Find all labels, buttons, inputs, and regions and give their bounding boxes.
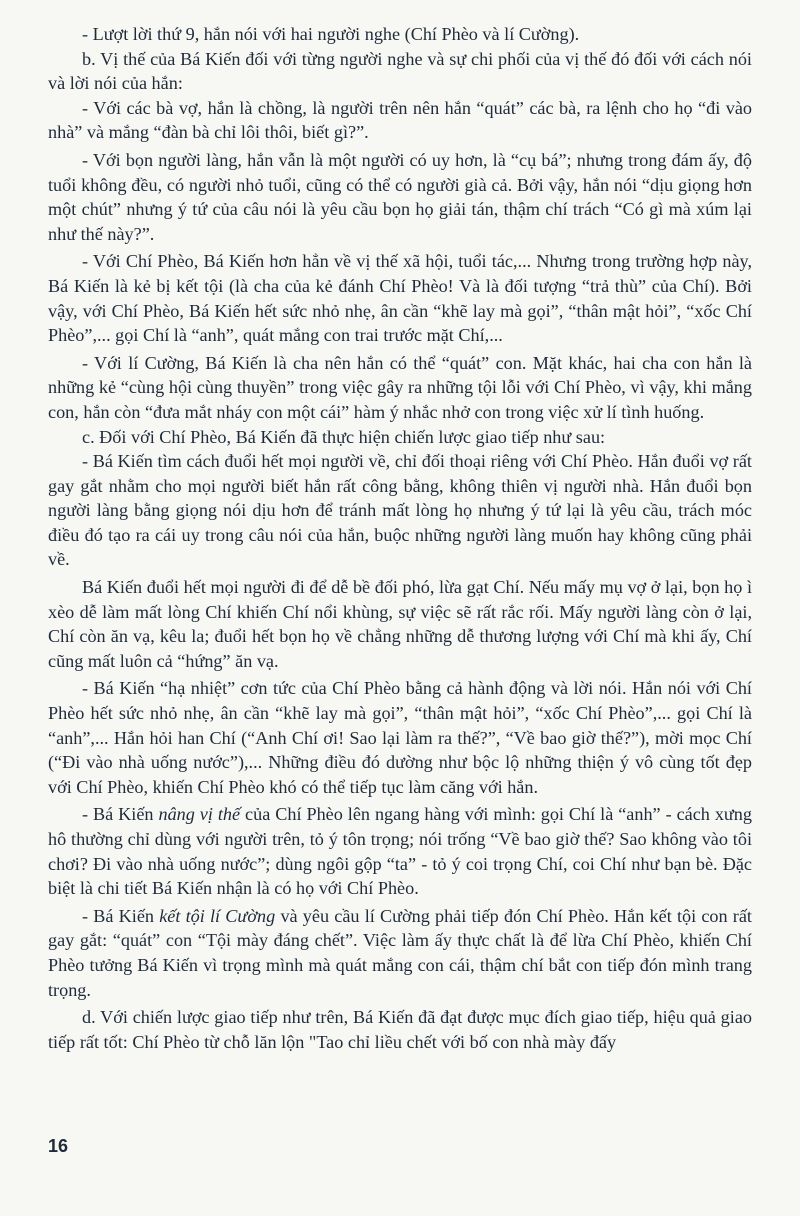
paragraph-11 <box>48 802 752 900</box>
paragraph-11-before: - Bá Kiến <box>82 804 159 825</box>
paragraph-9: Bá Kiến đuổi hết mọi người đi để dễ bề đối phó, lừa gạt Chí. Nếu mấy mụ vợ ở lại, bọn họ ì xèo dễ làm mất lòng Chí khiến Chí nổi khùng, sự việc sẽ rất rắc rối. Mấy người làng còn ở lại, Chí còn ăn vạ, kêu la; đuổi hết bọn họ về chẳng những dễ thương lượng với Chí mà khi ấy, Chí cũng mất luôn cả “hứng” ăn vạ. <box>48 577 752 671</box>
body-text <box>48 22 752 1054</box>
paragraph-10: - Bá Kiến “hạ nhiệt” cơn tức của Chí Phèo bằng cả hành động và lời nói. Hắn nói với Chí Phèo hết sức nhỏ nhẹ, ân cần “khẽ lay mà gọi”, “thân mật hỏi”, “xốc Chí Phèo”,... gọi Chí là “anh”,... Hắn hỏi han Chí (“Anh Chí ơi! Sao lại làm ra thế?”, “Về bao giờ thế?”), mời mọc Chí (“Đi vào nhà uống nước”),... Những điều đó dường như bộc lộ những thiện ý vô cùng tốt đẹp với Chí Phèo, khiến Chí Phèo khó có thể tiếp tục làm căng với hắn. <box>48 678 752 797</box>
paragraph-13: d. Với chiến lược giao tiếp như trên, Bá Kiến đã đạt được mục đích giao tiếp, hiệu quả giao tiếp rất tốt: Chí Phèo từ chỗ lăn lộn "Tao chỉ liều chết với bố con nhà mày đấy <box>48 1007 752 1052</box>
paragraph-12-before: - Bá Kiến <box>82 905 160 926</box>
page-number: 16 <box>48 1136 69 1156</box>
paragraph-8: - Bá Kiến tìm cách đuổi hết mọi người về, chỉ đối thoại riêng với Chí Phèo. Hắn đuổi vợ rất gay gắt nhằm cho mọi người biết hắn rất công bằng, không thiên vị người nhà. Hắn đuổi bọn người làng bằng giọng nói dịu hơn để tránh mất lòng họ nhưng ý tứ lại là yêu cầu, trách móc điều đó tạo ra cái uy trong câu nói của hắn, buộc những người làng muốn hay không cũng phải về. <box>48 451 752 570</box>
paragraph-11-after: của Chí Phèo lên ngang hàng với mình: gọi Chí là “anh” - cách xưng hô thường chỉ dùng với người trên, tỏ ý tôn trọng; nói trống “Về bao giờ thế? Sao không vào tôi chơi? Đi vào nhà uống nước”; dùng ngôi gộp “ta” - tỏ ý coi trọng Chí, coi Chí như bạn bè. Đặc biệt là chi tiết Bá Kiến nhận là có họ với Chí Phèo. <box>48 804 752 899</box>
paragraph-5: - Với Chí Phèo, Bá Kiến hơn hẳn về vị thế xã hội, tuổi tác,... Nhưng trong trường hợp này, Bá Kiến là kẻ bị kết tội (là cha của kẻ đánh Chí Phèo! Và là đối tượng “trả thù” của Chí). Bởi vậy, với Chí Phèo, Bá Kiến hết sức nhỏ nhẹ, ân cần “khẽ lay mà gọi”, “thân mật hỏi”, “xốc Chí Phèo”,... gọi Chí là “anh”, quát mắng con trai trước mặt Chí,... <box>48 251 752 346</box>
paragraph-2: b. Vị thế của Bá Kiến đối với từng người nghe và sự chi phối của vị thế đó đối với cách nói và lời nói của hắn: <box>48 48 752 94</box>
paragraph-12 <box>48 904 752 1002</box>
paragraph-12-emphasis: kết tội lí Cường <box>159 905 276 926</box>
paragraph-11-emphasis: nâng vị thế <box>158 804 241 825</box>
paragraph-3: - Với các bà vợ, hắn là chồng, là người trên nên hắn “quát” các bà, ra lệnh cho họ “đi vào nhà” và mắng “đàn bà chỉ lôi thôi, biết gì?”. <box>48 97 752 143</box>
paragraph-7: c. Đối với Chí Phèo, Bá Kiến đã thực hiện chiến lược giao tiếp như sau: <box>82 426 606 447</box>
paragraph-4: - Với bọn người làng, hắn vẫn là một người có uy hơn, là “cụ bá”; nhưng trong đám ấy, độ tuổi không đều, có người nhỏ tuổi, cũng có thể có người già cả. Bởi vậy, hắn nói “dịu giọng hơn một chút” nhưng ý tứ của câu nói là yêu cầu bọn họ giải tán, thậm chí trách “Có gì mà xúm lại như thế này?”. <box>48 149 752 244</box>
paragraph-12-after: và yêu cầu lí Cường phải tiếp đón Chí Phèo. Hắn kết tội con rất gay gắt: “quát” con “Tội mày đáng chết”. Việc làm ấy thực chất là để lừa Chí Phèo, khiến Chí Phèo tưởng Bá Kiến vì trọng mình mà quát mắng con cái, thậm chí bắt con tiếp đón mình trang trọng. <box>48 905 752 1000</box>
paragraph-6: - Với lí Cường, Bá Kiến là cha nên hắn có thể “quát” con. Mặt khác, hai cha con hắn là những kẻ “cùng hội cùng thuyền” trong việc gây ra những tội lỗi với Chí Phèo, vì vậy, khi mắng con, hắn còn “đưa mắt nháy con một cái” hàm ý nhắc nhở con trong việc xử lí tình huống. <box>48 352 752 422</box>
paragraph-1: - Lượt lời thứ 9, hắn nói với hai người nghe (Chí Phèo và lí Cường). <box>82 24 580 44</box>
